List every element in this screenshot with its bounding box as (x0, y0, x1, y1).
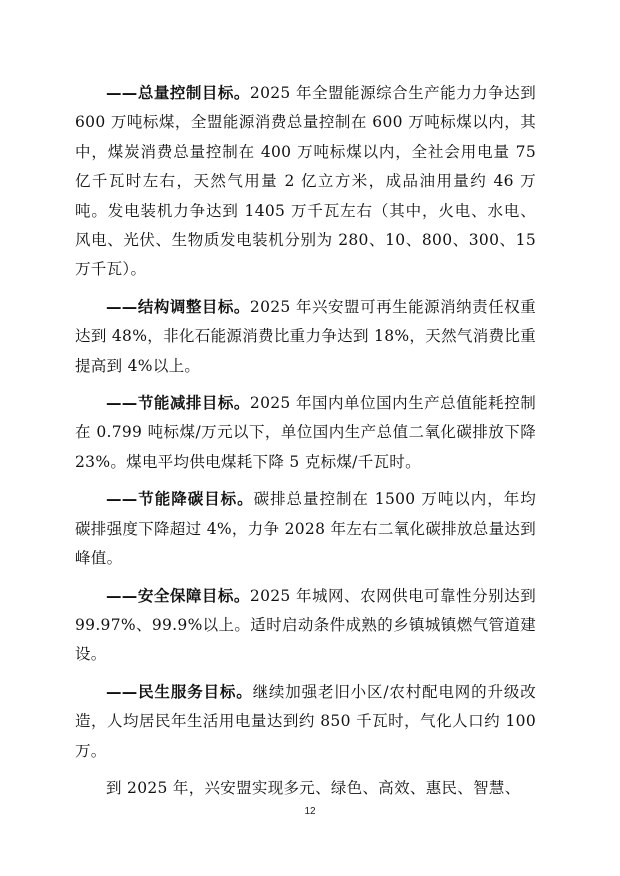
paragraph-livelihood-service (75, 678, 536, 766)
paragraph-text: 2025 年全盟能源综合生产能力力争达到 600 万吨标煤，全盟能源消费总量控制在 600 万吨标煤以内，其中，煤炭消费总量控制在 400 万吨标煤以内，全社会用电量 75 亿千瓦时左右，天然气用量 2 亿立方米，成品油用量约 46 万吨。发电装机力争达到 1405 万千瓦左右（其中，火电、水电、风电、光伏、生物质发电装机分别为 280、10、800、300、15 万千瓦）。 (75, 84, 537, 279)
document-body (75, 79, 536, 811)
page-number: 12 (304, 806, 316, 817)
paragraph-heading: ——总量控制目标。 (106, 84, 250, 102)
paragraph-summary (75, 774, 536, 803)
paragraph-energy-saving-emission (75, 389, 536, 477)
paragraph-text: 2025 年兴安盟可再生能源消纳责任权重达到 48%，非化石能源消费比重力争达到 18%，天然气消费比重提高到 4%以上。 (75, 297, 537, 375)
paragraph-safety-guarantee (75, 582, 536, 670)
paragraph-text: 2025 年国内单位国内生产总值能耗控制在 0.799 吨标煤/万元以下，单位国内生产总值二氧化碳排放下降 23%。煤电平均供电煤耗下降 5 克标煤/千瓦时。 (75, 394, 537, 471)
paragraph-heading: ——民生服务目标。 (106, 682, 253, 701)
paragraph-text: 碳排总量控制在 1500 万吨以内，年均碳排强度下降超过 4%，力争 2028 年左右二氧化碳排放总量达到峰值。 (75, 490, 536, 568)
paragraph-heading: ——安全保障目标。 (106, 586, 250, 605)
paragraph-text: 到 2025 年，兴安盟实现多元、绿色、高效、惠民、智慧、 (106, 778, 521, 797)
paragraph-structure-adjustment (75, 293, 536, 381)
paragraph-text: 继续加强老旧小区/农村配电网的升级改造，人均居民年生活用电量达到约 850 千瓦时，气化人口约 100 万。 (75, 682, 536, 760)
paragraph-total-control (75, 79, 536, 285)
paragraph-heading: ——节能减排目标。 (106, 394, 250, 413)
paragraph-heading: ——结构调整目标。 (106, 297, 250, 316)
paragraph-text: 2025 年城网、农网供电可靠性分别达到 99.97%、99.9%以上。适时启动条件成熟的乡镇城镇燃气管道建设。 (75, 586, 537, 664)
paragraph-carbon-reduction (75, 485, 536, 573)
paragraph-heading: ——节能降碳目标。 (106, 490, 254, 509)
